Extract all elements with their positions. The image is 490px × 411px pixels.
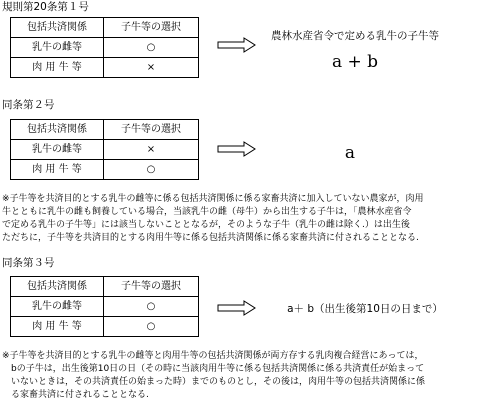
note2-line: bの子牛は，出生後第10日の日（その時に当該肉用牛等に係る包括共済関係に係る共済責任が始まって	[2, 364, 425, 374]
table-row	[11, 160, 199, 180]
section1-result-value: a + b	[331, 52, 379, 72]
row-label: 肉 用 牛 等	[11, 58, 104, 78]
table-row	[11, 58, 199, 78]
row-label: 乳牛の雌等	[11, 140, 104, 160]
note2-line: る家畜共済に付されることとなる.	[2, 390, 149, 400]
row-label: 乳牛の雌等	[11, 38, 104, 58]
row-mark: ○	[104, 160, 199, 180]
section3-result-value: a＋ b（出生後第10日の日まで）	[287, 303, 443, 315]
note1	[2, 193, 489, 245]
table-header-row	[11, 277, 199, 297]
row-mark: ×	[104, 140, 199, 160]
note2	[2, 350, 489, 402]
row-label: 肉 用 牛 等	[11, 317, 104, 337]
section1-heading: 規則第20条第１号	[2, 1, 89, 13]
header-cell-selection: 子牛等の選択	[104, 18, 199, 38]
table-header-row	[11, 18, 199, 38]
section3-heading: 同条第３号	[2, 257, 55, 269]
right-arrow-icon	[217, 37, 257, 53]
row-mark: ○	[104, 297, 199, 317]
section1-selection-table	[10, 17, 199, 78]
row-mark: ×	[104, 58, 199, 78]
header-cell-coverage: 包括共済関係	[11, 120, 104, 140]
header-cell-selection: 子牛等の選択	[104, 277, 199, 297]
header-cell-coverage: 包括共済関係	[11, 18, 104, 38]
right-arrow-icon	[217, 300, 257, 316]
section1-result-caption: 農林水産省令で定める乳牛の子牛等	[271, 30, 439, 42]
row-mark: ○	[104, 317, 199, 337]
right-arrow-icon	[217, 141, 257, 157]
table-row	[11, 140, 199, 160]
note2-line: ※子牛等を共済目的とする乳牛の雌等と肉用牛等の包括共済関係が両方存する乳肉複合経営にあっては，	[2, 351, 424, 361]
table-row	[11, 317, 199, 337]
header-cell-selection: 子牛等の選択	[104, 120, 199, 140]
table-header-row	[11, 120, 199, 140]
section3-selection-table	[10, 276, 199, 337]
row-label: 肉 用 牛 等	[11, 160, 104, 180]
table-row	[11, 38, 199, 58]
section2-heading: 同条第２号	[2, 99, 55, 111]
note2-line: いないときは，その共済責任の始まった時）までのものとし，その後は，肉用牛等の包括共済関係に係	[2, 377, 426, 387]
note1-line: 牛とともに乳牛の雌も飼養している場合，当該乳牛の雌（母牛）から出生する子牛は，「農林水産省令	[2, 207, 412, 217]
row-label: 乳牛の雌等	[11, 297, 104, 317]
row-mark: ○	[104, 38, 199, 58]
section2-selection-table	[10, 119, 199, 180]
note1-line: で定める乳牛の子牛等」には該当しないこととなるが，そのような子牛（乳牛の雌は除く.）は出生後	[2, 220, 410, 230]
header-cell-coverage: 包括共済関係	[11, 277, 104, 297]
section2-result-value: a	[344, 143, 356, 163]
note1-line: ただちに，子牛等を共済目的とする肉用牛等に係る包括共済関係に係る家畜共済に付されることとなる.	[2, 233, 419, 243]
note1-line: ※子牛等を共済目的とする乳牛の雌等に係る包括共済関係に係る家畜共済に加入していない農家が，肉用	[2, 194, 424, 204]
table-row	[11, 297, 199, 317]
